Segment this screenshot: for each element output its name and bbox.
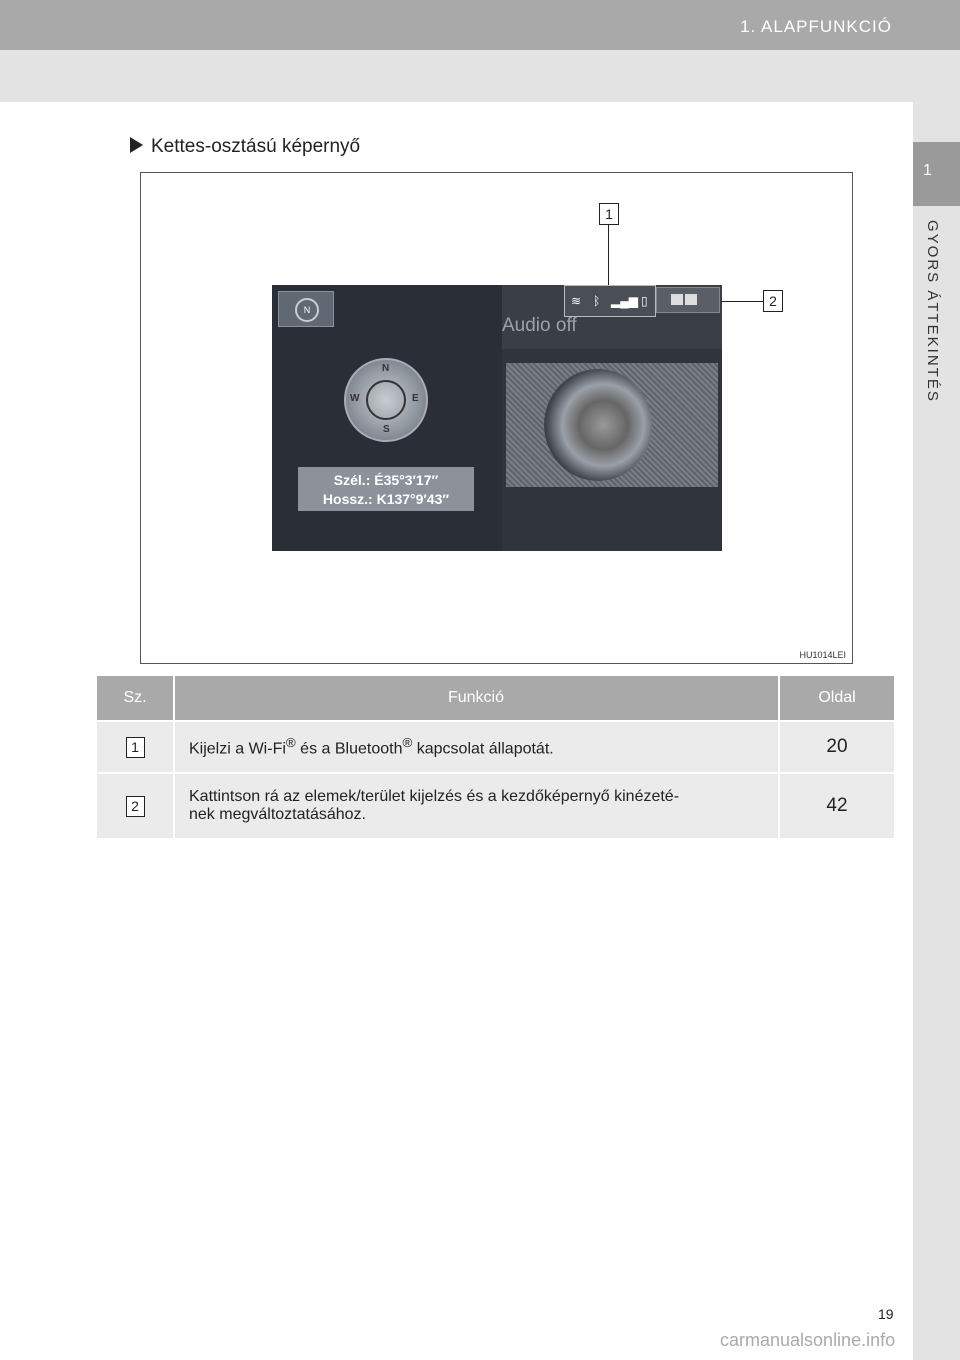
layout-left-pane-icon xyxy=(671,294,683,305)
section-heading xyxy=(130,136,360,158)
row-func-line: Kattintson rá az elemek/terület kijelzés és a kezdőképernyő kinézeté- xyxy=(189,788,680,805)
split-screen-display xyxy=(272,285,722,551)
figure-code: HU1014LEI xyxy=(799,650,846,660)
function-table xyxy=(97,676,894,838)
side-tab-title: GYORS ÁTTEKINTÉS xyxy=(924,220,941,403)
row-page-cell: 20 xyxy=(779,721,894,773)
wifi-icon: ≋ xyxy=(571,294,582,308)
header-func: Funkció xyxy=(174,676,779,721)
chapter-title: 1. ALAPFUNKCIÓ xyxy=(740,17,892,36)
coordinates-panel xyxy=(298,467,474,511)
row-num-cell xyxy=(97,721,174,773)
battery-icon: ▯ xyxy=(641,294,648,308)
row-number-box: 2 xyxy=(126,796,145,817)
row-func-cell xyxy=(174,721,779,773)
row-func-text: kapcsolat állapotát. xyxy=(412,740,554,758)
callout-2: 2 xyxy=(763,290,783,312)
side-tab-number xyxy=(913,142,960,206)
compass-mode-button[interactable] xyxy=(278,291,334,327)
row-number-box: 1 xyxy=(126,737,145,758)
registered-mark: ® xyxy=(402,735,413,751)
audio-off-label: Audio off xyxy=(502,315,577,336)
section-heading-text: Kettes-osztású képernyő xyxy=(151,136,361,157)
row-func-line: nek megváltoztatásához. xyxy=(189,806,366,823)
row-func-text: és a Bluetooth xyxy=(295,740,403,758)
watermark: carmanualsonline.info xyxy=(720,1330,896,1350)
compass-east: E xyxy=(412,393,419,404)
row-func-cell xyxy=(174,773,779,838)
triangle-bullet-icon xyxy=(130,137,143,153)
callout-1-leader xyxy=(608,225,609,285)
registered-mark: ® xyxy=(285,735,296,751)
row-page-cell: 42 xyxy=(779,773,894,838)
sub-header-bar xyxy=(0,50,960,102)
compass-west: W xyxy=(350,393,360,404)
page-number: 19 xyxy=(878,1306,894,1322)
table-row xyxy=(97,773,894,838)
row-func-text: Kijelzi a Wi-Fi xyxy=(189,740,286,758)
compass-ring xyxy=(366,380,406,420)
figure-frame xyxy=(140,172,853,664)
layout-right-pane-icon xyxy=(685,294,697,305)
speaker-icon xyxy=(544,369,652,481)
compass-north: N xyxy=(382,363,390,374)
bluetooth-icon: ᛒ xyxy=(593,294,601,308)
side-tab-number-text: 1 xyxy=(923,162,932,179)
callout-2-leader xyxy=(715,301,763,302)
connection-status-bar xyxy=(564,285,656,317)
longitude-text: Hossz.: K137°9′43″ xyxy=(322,491,450,507)
top-header-bar xyxy=(0,0,960,50)
latitude-text: Szél.: É35°3′17″ xyxy=(333,472,439,488)
row-num-cell xyxy=(97,773,174,838)
callout-1: 1 xyxy=(599,203,619,225)
header-page: Oldal xyxy=(779,676,894,721)
header-num: Sz. xyxy=(97,676,174,721)
compass-mini-icon: N xyxy=(295,298,319,322)
layout-switch-button[interactable] xyxy=(656,287,720,313)
signal-icon: ▂▄▆ xyxy=(611,294,638,308)
compass-south: S xyxy=(383,424,390,435)
table-row xyxy=(97,721,894,773)
audio-panel xyxy=(502,285,722,551)
compass-icon xyxy=(344,358,428,442)
